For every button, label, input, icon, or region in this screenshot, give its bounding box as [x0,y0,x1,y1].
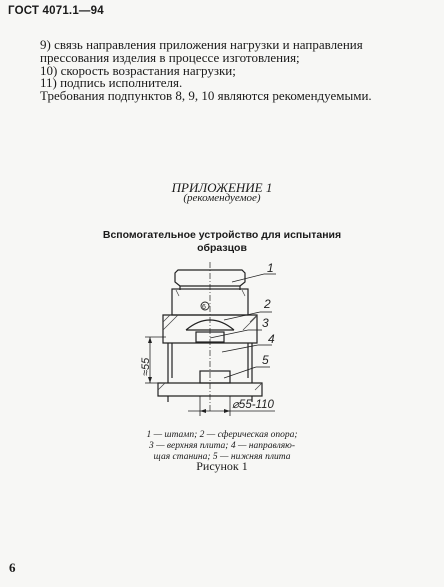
legend-line1: 1 — штамп; 2 — сферическая опора; [146,430,298,440]
list-item-9: 9) связь направления приложения нагрузки и направления [40,37,363,52]
legend-line3: щая станина; 5 — нижняя плита [153,452,291,462]
legend-line2: 3 — верхняя плита; 4 — направляю- [148,441,296,451]
height-dimension: ≈55 [140,357,152,376]
figure-heading-line2: образцов [197,242,247,254]
appendix-subtitle: (рекомендуемое) [183,192,261,204]
callout-1: 1 [267,261,274,275]
callout-2: 2 [264,297,271,311]
callout-4: 4 [268,332,275,346]
appendix-title: ПРИЛОЖЕНИЕ 1 [171,180,273,195]
document-header: ГОСТ 4071.1—94 [8,5,104,17]
callout-6: 6 [202,304,206,311]
list-item-9-cont: прессования изделия в процессе изготовления; [40,50,300,65]
figure-caption: Рисунок 1 [196,459,248,473]
diameter-dimension: ⌀55-110 [232,399,274,411]
callout-5: 5 [262,353,269,367]
figure-heading-line1: Вспомогательное устройство для испытания [102,229,342,241]
list-item-10: 10) скорость возрастания нагрузки; [40,63,236,78]
callout-3: 3 [262,316,269,330]
list-item-11: 11) подпись исполнителя. [40,75,183,90]
page-number: 6 [9,560,16,575]
recommendation-note: Требования подпунктов 8, 9, 10 являются рекомендуемыми. [40,88,372,103]
